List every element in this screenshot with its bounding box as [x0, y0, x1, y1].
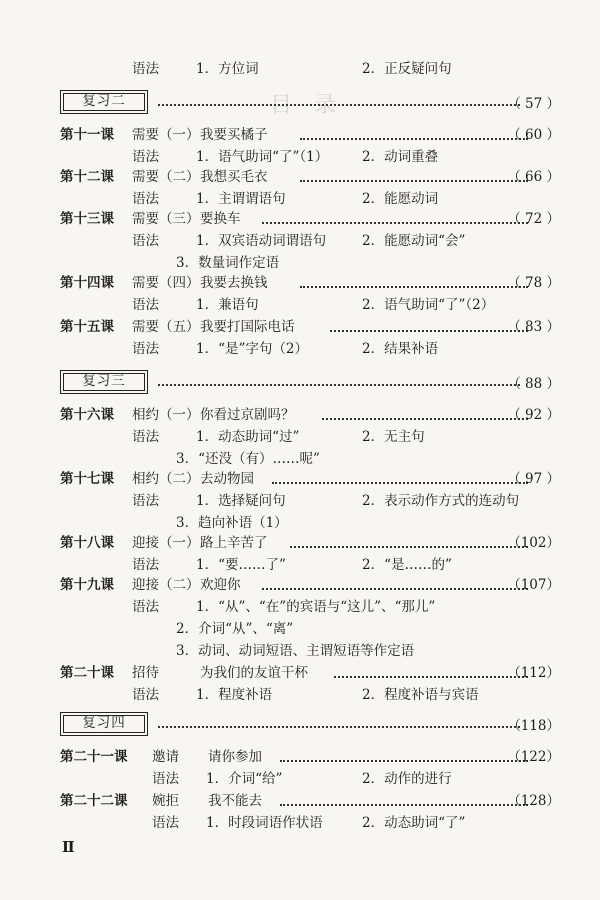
grammar-point-1: 1．语气助词“了”（1）: [196, 149, 329, 165]
lesson-theme: 需要（三）: [132, 211, 200, 227]
page-number: （107）: [507, 577, 560, 593]
lesson-row[interactable]: [0, 468, 600, 490]
leader-dots: [334, 676, 528, 678]
leader-dots: [158, 726, 520, 728]
grammar-row: [0, 294, 600, 316]
lesson-row[interactable]: [0, 574, 600, 596]
leader-dots: [158, 104, 520, 106]
review-label: 复习四: [60, 712, 148, 736]
leader-dots: [300, 138, 528, 140]
grammar-point-2: 2．动作的进行: [362, 771, 452, 787]
leader-dots: [330, 330, 528, 332]
grammar-row: [0, 230, 600, 252]
lesson-row[interactable]: [0, 746, 600, 768]
grammar-label: 语法: [132, 493, 159, 509]
lesson-row[interactable]: [0, 316, 600, 338]
page-number: （ 88 ）: [507, 376, 560, 392]
lesson-row[interactable]: [0, 124, 600, 146]
grammar-point-2: 2．表示动作方式的连动句: [362, 493, 520, 509]
page-number: （102）: [507, 535, 560, 551]
lesson-number: 第十一课: [60, 127, 114, 143]
page-number: （ 78 ）: [507, 275, 560, 291]
show-through-text: 目 录: [270, 93, 337, 118]
grammar-point-2: 2．“是……的”: [362, 557, 452, 573]
lesson-number: 第十三课: [60, 211, 114, 227]
review-label: 复习三: [60, 370, 148, 394]
lesson-number: 第十五课: [60, 319, 114, 335]
grammar-row: [0, 338, 600, 360]
grammar-label: 语法: [152, 815, 179, 831]
grammar-point-1: 1．“是”字句（2）: [196, 341, 308, 357]
grammar-point-1: 1．方位词: [196, 61, 259, 77]
grammar-label: 语法: [132, 429, 159, 445]
page-number: （122）: [507, 749, 560, 765]
lesson-number: 第二十一课: [60, 749, 128, 765]
page-number: （ 83 ）: [507, 319, 560, 335]
grammar-point-2: 2．介词“从”、“离”: [176, 621, 294, 637]
lesson-number: 第十二课: [60, 169, 114, 185]
lesson-title: 欢迎你: [200, 577, 241, 593]
grammar-point-1: 1．“从”、“在”的宾语与“这儿”、“那儿”: [196, 599, 436, 615]
grammar-row: [0, 58, 600, 80]
lesson-theme: 婉拒: [152, 793, 179, 809]
grammar-point-2: 2．无主句: [362, 429, 425, 445]
leader-dots: [280, 804, 528, 806]
grammar-row: [0, 640, 600, 662]
grammar-label: 语法: [132, 233, 159, 249]
page-number: （118）: [507, 718, 560, 734]
grammar-point-1: 1．兼语句: [196, 297, 259, 313]
grammar-row: [0, 768, 600, 790]
leader-dots: [322, 418, 528, 420]
grammar-point-3: 3．“还没（有）……呢”: [176, 451, 320, 467]
lesson-number: 第十七课: [60, 471, 114, 487]
lesson-title: 要换车: [200, 211, 241, 227]
grammar-label: 语法: [132, 297, 159, 313]
lesson-title: 路上辛苦了: [200, 535, 268, 551]
lesson-row[interactable]: [0, 532, 600, 554]
lesson-title: 我想买毛衣: [200, 169, 268, 185]
lesson-number: 第二十课: [60, 665, 114, 681]
lesson-title: 你看过京剧吗？: [200, 407, 295, 423]
leader-dots: [300, 286, 528, 288]
leader-dots: [300, 180, 528, 182]
grammar-point-2: 2．动态助词“了”: [362, 815, 466, 831]
lesson-theme: 邀请: [152, 749, 179, 765]
lesson-number: 第二十二课: [60, 793, 128, 809]
leader-dots: [272, 482, 528, 484]
grammar-point-2: 2．能愿动词“会”: [362, 233, 466, 249]
leader-dots: [290, 546, 528, 548]
lesson-row[interactable]: [0, 208, 600, 230]
lesson-theme: 需要（四）: [132, 275, 200, 291]
grammar-point-3: 3．趋向补语（1）: [176, 515, 288, 531]
grammar-label: 语法: [132, 149, 159, 165]
grammar-point-1: 1．双宾语动词谓语句: [196, 233, 327, 249]
lesson-number: 第十九课: [60, 577, 114, 593]
lesson-theme: 相约（二）: [132, 471, 200, 487]
grammar-point-2: 2．正反疑问句: [362, 61, 452, 77]
page-number: （ 97 ）: [507, 471, 560, 487]
grammar-point-1: 1．“要……了”: [196, 557, 286, 573]
lesson-title: 去动物园: [200, 471, 254, 487]
lesson-row[interactable]: [0, 662, 600, 684]
lesson-theme: 需要（五）: [132, 319, 200, 335]
review-label: 复习二: [60, 90, 148, 114]
leader-dots: [262, 222, 528, 224]
grammar-point-2: 2．能愿动词: [362, 191, 439, 207]
grammar-point-2: 2．语气助词“了”（2）: [362, 297, 495, 313]
page-number: （128）: [507, 793, 560, 809]
lesson-number: 第十六课: [60, 407, 114, 423]
lesson-row[interactable]: [0, 790, 600, 812]
lesson-theme: 迎接（二）: [132, 577, 200, 593]
lesson-title: 我要打国际电话: [200, 319, 295, 335]
grammar-row: [0, 448, 600, 470]
grammar-row: [0, 618, 600, 640]
grammar-row: [0, 490, 600, 512]
grammar-point-1: 1．时段词语作状语: [206, 815, 323, 831]
lesson-title: 我要买橘子: [200, 127, 268, 143]
grammar-point-1: 1．程度补语: [196, 687, 273, 703]
grammar-point-1: 1．主谓谓语句: [196, 191, 286, 207]
grammar-label: 语法: [132, 191, 159, 207]
grammar-row: [0, 512, 600, 534]
lesson-row[interactable]: [0, 404, 600, 426]
lesson-theme: 迎接（一）: [132, 535, 200, 551]
grammar-row: [0, 812, 600, 834]
lesson-title: 我要去换钱: [200, 275, 268, 291]
lesson-theme: 需要（一）: [132, 127, 200, 143]
page-number: （ 66 ）: [507, 169, 560, 185]
lesson-number: 第十八课: [60, 535, 114, 551]
grammar-label: 语法: [132, 341, 159, 357]
grammar-point-3: 3．动词、动词短语、主谓短语等作定语: [176, 643, 415, 659]
grammar-label: 语法: [132, 599, 159, 615]
grammar-row: [0, 554, 600, 576]
grammar-row: [0, 684, 600, 706]
grammar-row: [0, 252, 600, 274]
page-number: （112）: [507, 665, 560, 681]
page-number: （ 57 ）: [507, 96, 560, 112]
lesson-row[interactable]: [0, 272, 600, 294]
lesson-title: 请你参加: [208, 749, 262, 765]
grammar-point-1: 1．选择疑问句: [196, 493, 286, 509]
page-folio: Ⅱ: [62, 838, 75, 856]
grammar-row: [0, 426, 600, 448]
lesson-row[interactable]: [0, 166, 600, 188]
grammar-point-2: 2．程度补语与宾语: [362, 687, 479, 703]
lesson-theme: 需要（二）: [132, 169, 200, 185]
grammar-label: 语法: [132, 557, 159, 573]
grammar-point-1: 1．动态助词“过”: [196, 429, 300, 445]
grammar-point-1: 1．介词“给”: [206, 771, 283, 787]
grammar-label: 语法: [132, 687, 159, 703]
grammar-row: [0, 596, 600, 618]
lesson-number: 第十四课: [60, 275, 114, 291]
page-number: （ 60 ）: [507, 127, 560, 143]
grammar-point-3: 3．数量词作定语: [176, 255, 280, 271]
grammar-row: [0, 188, 600, 210]
lesson-title: 我不能去: [208, 793, 262, 809]
page-number: （ 92 ）: [507, 407, 560, 423]
page-number: （ 72 ）: [507, 211, 560, 227]
lesson-title: 为我们的友谊干杯: [200, 665, 308, 681]
grammar-point-2: 2．动词重叠: [362, 149, 439, 165]
leader-dots: [262, 588, 528, 590]
grammar-point-2: 2．结果补语: [362, 341, 439, 357]
leader-dots: [158, 384, 520, 386]
leader-dots: [280, 760, 528, 762]
grammar-label: 语法: [152, 771, 179, 787]
lesson-theme: 相约（一）: [132, 407, 200, 423]
lesson-theme: 招待: [132, 665, 159, 681]
grammar-label: 语法: [132, 61, 159, 77]
grammar-row: [0, 146, 600, 168]
